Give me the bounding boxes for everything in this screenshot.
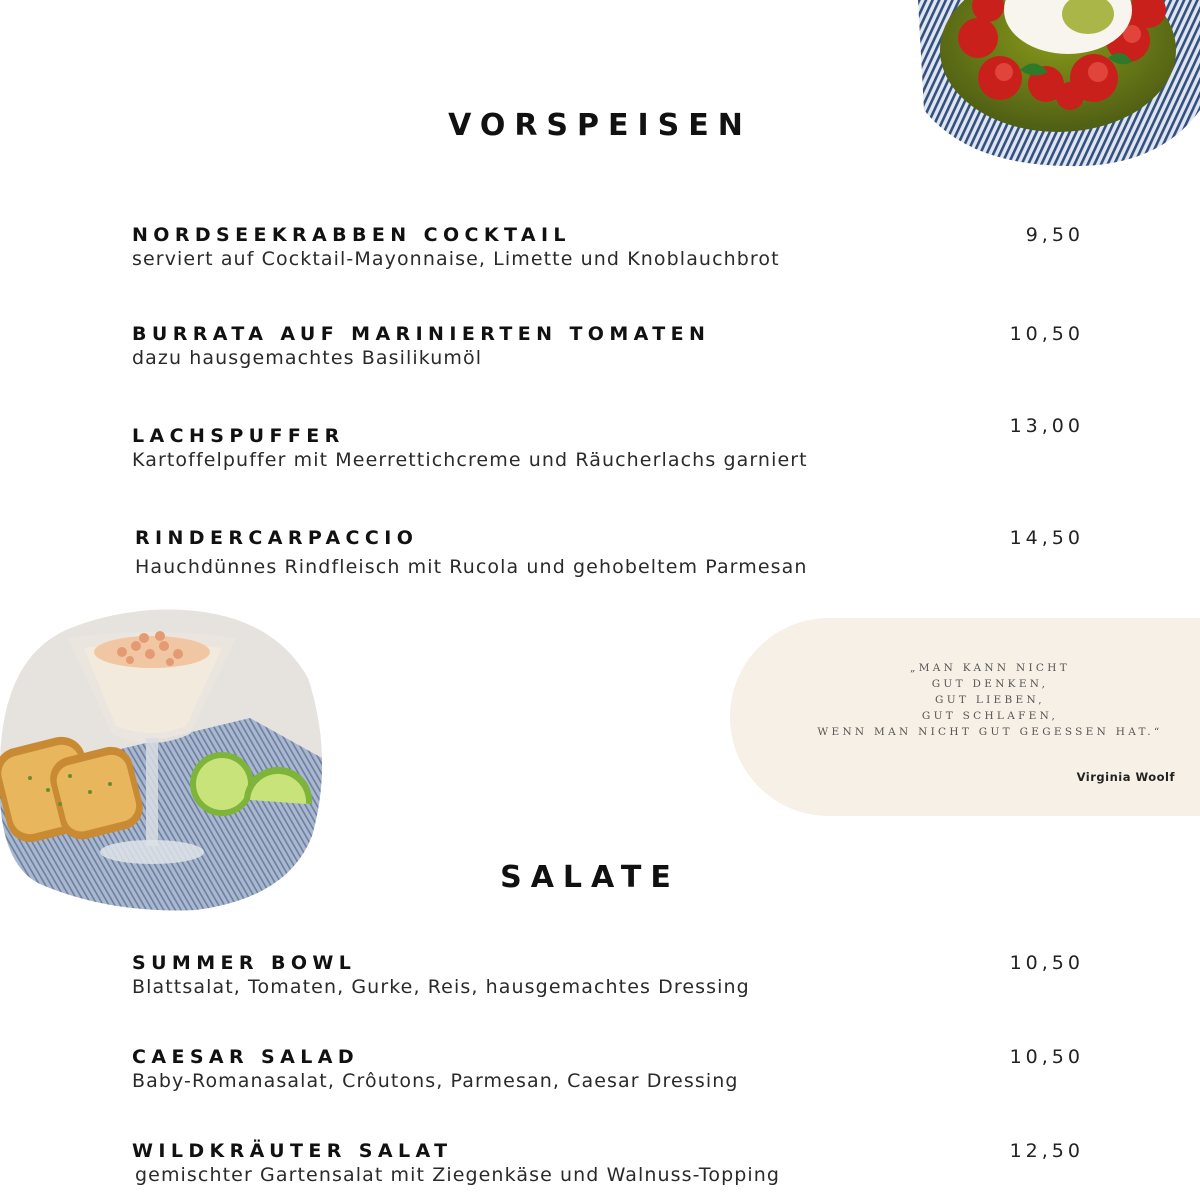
quote-author: Virginia Woolf (1076, 770, 1175, 784)
quote-box (730, 618, 1200, 816)
item-price: 12,50 (1009, 1140, 1084, 1162)
item-name: WILDKRÄUTER SALAT (132, 1140, 453, 1162)
quote-line: GUT DENKEN, (931, 678, 1049, 690)
quote-line: GUT SCHLAFEN, (921, 710, 1059, 722)
menu-item-wildkraeuter-salat (132, 1140, 1092, 1200)
item-price: 10,50 (1009, 952, 1084, 974)
menu-item-lachspuffer (132, 415, 1092, 485)
quote-text (790, 660, 1190, 740)
quote-line: WENN MAN NICHT GUT GEGESSEN HAT.“ (817, 726, 1163, 738)
quote-line: „MAN KANN NICHT (909, 662, 1071, 674)
item-name: CAESAR SALAD (132, 1046, 360, 1068)
item-description: Baby-Romanasalat, Crôutons, Parmesan, Caesar Dressing (132, 1070, 739, 1092)
item-description: gemischter Gartensalat mit Ziegenkäse und Walnuss-Topping (135, 1164, 781, 1186)
menu-item-burrata (132, 323, 1092, 383)
item-description: dazu hausgemachtes Basilikumöl (132, 347, 483, 369)
quote-line: GUT LIEBEN, (935, 694, 1045, 706)
section-title-salate: SALATE (500, 860, 680, 895)
item-description: Hauchdünnes Rindfleisch mit Rucola und gehobeltem Parmesan (135, 556, 808, 578)
item-price: 14,50 (1009, 527, 1084, 549)
menu-item-summer-bowl (132, 952, 1092, 1012)
item-description: serviert auf Cocktail-Mayonnaise, Limette und Knoblauchbrot (132, 248, 780, 270)
item-name: NORDSEEKRABBEN COCKTAIL (132, 224, 571, 246)
section-title-vorspeisen: VORSPEISEN (448, 108, 752, 143)
menu-item-nordseekrabben-cocktail (132, 224, 1092, 284)
item-price: 10,50 (1009, 323, 1084, 345)
menu-item-rindercarpaccio (135, 527, 1095, 587)
item-name: RINDERCARPACCIO (135, 527, 419, 549)
item-name: LACHSPUFFER (132, 425, 345, 447)
item-description: Blattsalat, Tomaten, Gurke, Reis, hausgemachtes Dressing (132, 976, 750, 998)
item-price: 13,00 (1009, 415, 1084, 437)
item-description: Kartoffelpuffer mit Meerrettichcreme und Räucherlachs garniert (132, 449, 808, 471)
item-name: SUMMER BOWL (132, 952, 357, 974)
item-price: 9,50 (1025, 224, 1084, 246)
item-price: 10,50 (1009, 1046, 1084, 1068)
menu-item-caesar-salad (132, 1046, 1092, 1106)
item-name: BURRATA AUF MARINIERTEN TOMATEN (132, 323, 711, 345)
